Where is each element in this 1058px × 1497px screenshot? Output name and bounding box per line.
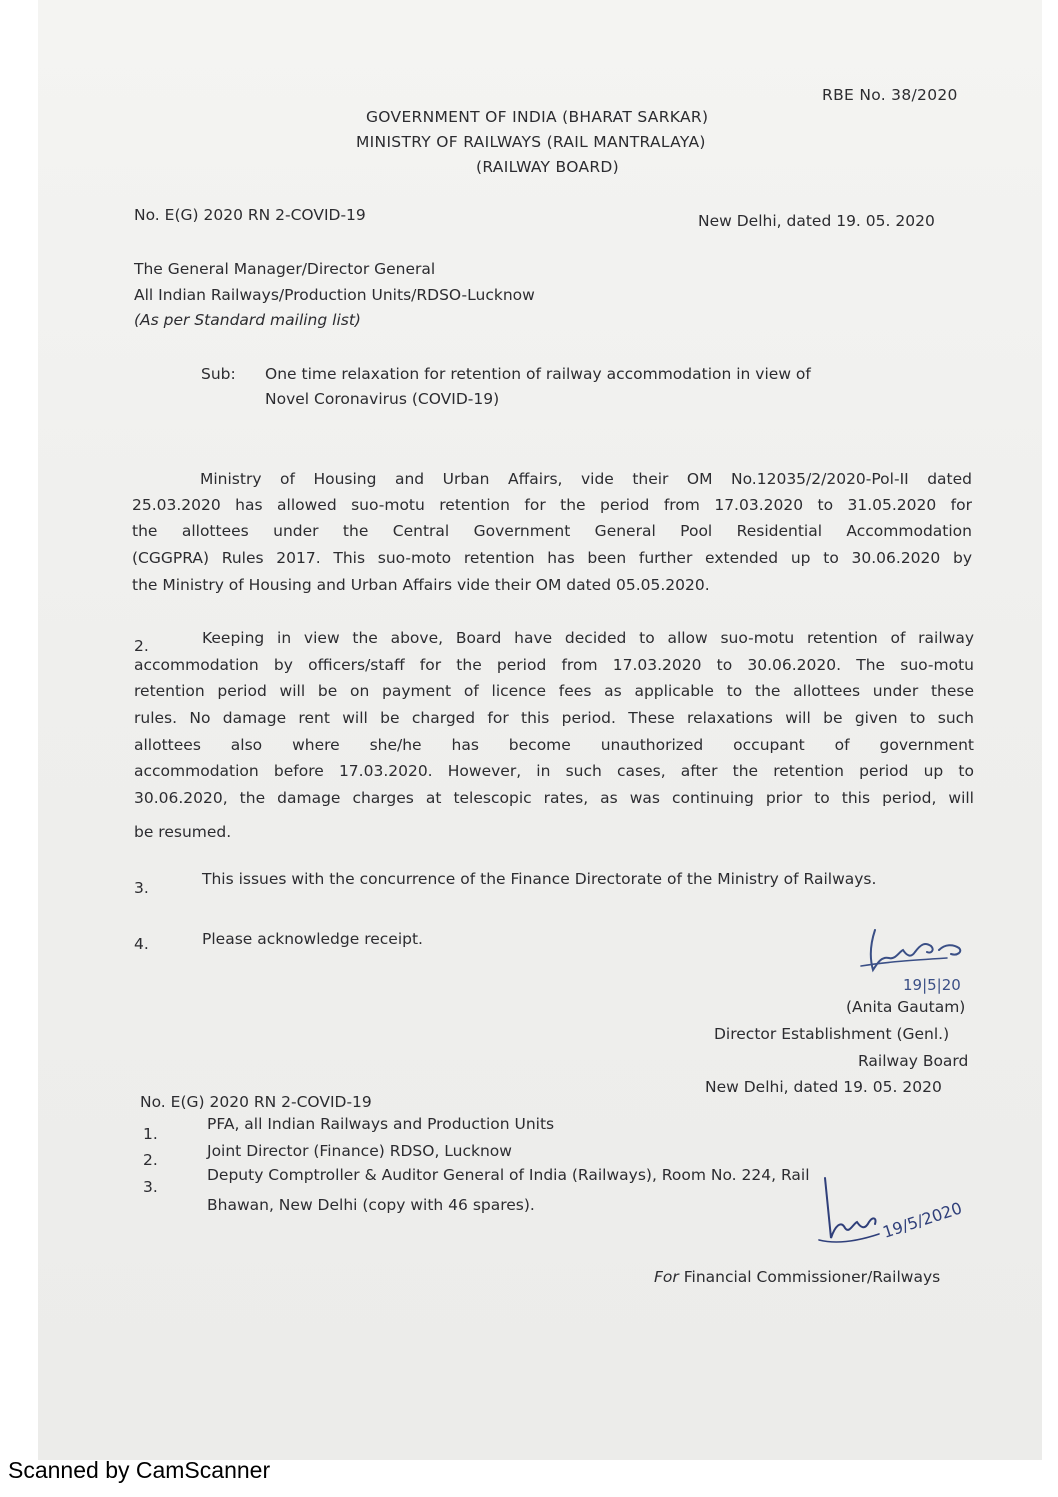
for-text: Financial Commissioner/Railways xyxy=(683,1268,941,1286)
copy-list-item-continuation: Bhawan, New Delhi (copy with 46 spares). xyxy=(207,1196,535,1214)
header-ministry: MINISTRY OF RAILWAYS (RAIL MANTRALAYA) xyxy=(356,133,706,151)
signatory-name: (Anita Gautam) xyxy=(846,998,966,1016)
rbe-number: RBE No. 38/2020 xyxy=(822,86,958,104)
copy-list-number: 1. xyxy=(143,1125,158,1143)
para1-line: the Ministry of Housing and Urban Affairs vide their OM dated 05.05.2020. xyxy=(132,576,710,594)
para2-line: allottees also where she/he has become unauthorized occupant of government xyxy=(134,736,974,754)
para2-number: 2. xyxy=(134,637,149,655)
para4-text: Please acknowledge receipt. xyxy=(202,930,423,948)
para2-line: rules. No damage rent will be charged for this period. These relaxations will be given to such xyxy=(134,709,974,727)
para1-line: the allottees under the Central Government General Pool Residential Accommodation xyxy=(132,522,972,540)
signature-financial-commissioner xyxy=(815,1168,985,1260)
copy-list-number: 2. xyxy=(143,1151,158,1169)
copy-list-item: Deputy Comptroller & Auditor General of India (Railways), Room No. 224, Rail xyxy=(207,1166,810,1184)
para2-line: accommodation by officers/staff for the period from 17.03.2020 to 30.06.2020. The suo-motu xyxy=(134,656,974,674)
letter-date: New Delhi, dated 19. 05. 2020 xyxy=(698,212,935,230)
para2-line: 30.06.2020, the damage charges at telescopic rates, as was continuing prior to this period, will xyxy=(134,789,974,807)
addressee-line-1: The General Manager/Director General xyxy=(134,260,436,278)
para2-line: be resumed. xyxy=(134,823,232,841)
para1-line: Ministry of Housing and Urban Affairs, vide their OM No.12035/2/2020-Pol-II dated xyxy=(200,470,972,488)
para2-line: Keeping in view the above, Board have decided to allow suo-motu retention of railway xyxy=(202,629,974,647)
header-government: GOVERNMENT OF INDIA (BHARAT SARKAR) xyxy=(366,108,709,126)
subject-line-2: Novel Coronavirus (COVID-19) xyxy=(265,390,500,408)
copy-list-item: PFA, all Indian Railways and Production Units xyxy=(207,1115,555,1133)
subject-label: Sub: xyxy=(201,365,236,383)
para3-number: 3. xyxy=(134,879,149,897)
signatory-dated: New Delhi, dated 19. 05. 2020 xyxy=(705,1078,942,1096)
addressee-line-3: (As per Standard mailing list) xyxy=(134,311,361,329)
for-line xyxy=(654,1268,940,1286)
camscanner-footer: Scanned by CamScanner xyxy=(8,1457,271,1483)
para3-text: This issues with the concurrence of the Finance Directorate of the Ministry of Railways. xyxy=(202,870,877,888)
copy-list-item: Joint Director (Finance) RDSO, Lucknow xyxy=(207,1142,512,1160)
signatory-office: Railway Board xyxy=(858,1052,969,1070)
header-board: (RAILWAY BOARD) xyxy=(476,158,619,176)
addressee-line-2: All Indian Railways/Production Units/RDSO-Lucknow xyxy=(134,286,535,304)
reference-number: No. E(G) 2020 RN 2-COVID-19 xyxy=(134,206,366,224)
copy-list-number: 3. xyxy=(143,1178,158,1196)
para2-line: accommodation before 17.03.2020. However, in such cases, after the retention period up to xyxy=(134,762,974,780)
signature-anita-gautam xyxy=(855,922,995,998)
signature-1-date: 19|5|20 xyxy=(903,976,961,994)
para1-line: 25.03.2020 has allowed suo-motu retention for the period from 17.03.2020 to 31.05.2020 for xyxy=(132,496,972,514)
signatory-designation: Director Establishment (Genl.) xyxy=(714,1025,950,1043)
para4-number: 4. xyxy=(134,935,149,953)
signature-2-date: 19/5/2020 xyxy=(880,1198,965,1242)
para2-line: retention period will be on payment of licence fees as applicable to the allottees under these xyxy=(134,682,974,700)
copy-reference-number: No. E(G) 2020 RN 2-COVID-19 xyxy=(140,1093,372,1111)
subject-line-1: One time relaxation for retention of railway accommodation in view of xyxy=(265,365,811,383)
for-prefix: For xyxy=(654,1268,679,1286)
para1-line: (CGGPRA) Rules 2017. This suo-moto retention has been further extended up to 30.06.2020 by xyxy=(132,549,972,567)
